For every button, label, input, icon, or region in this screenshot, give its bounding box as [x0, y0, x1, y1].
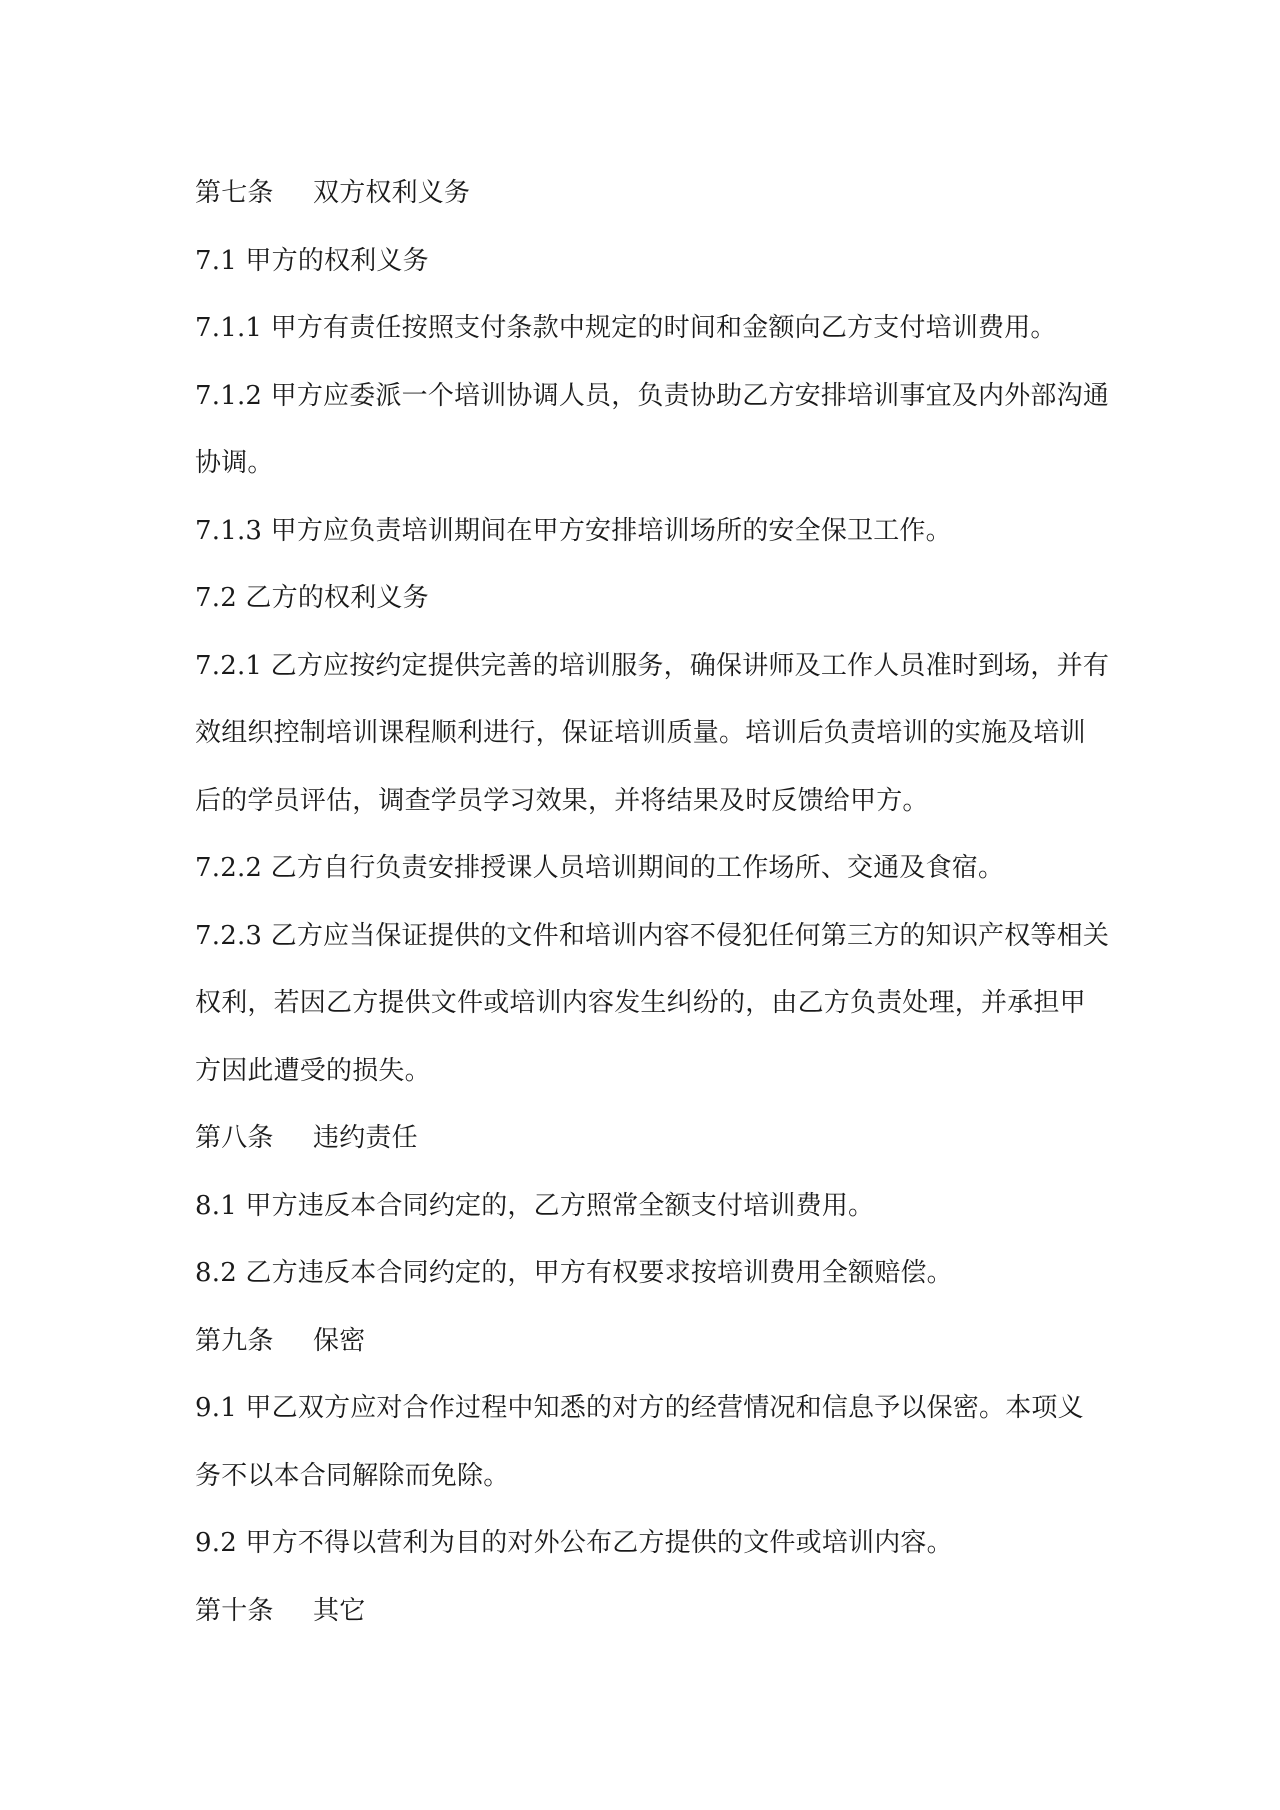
clause-7-2-2: 7.2.2 乙方自行负责安排授课人员培训期间的工作场所、交通及食宿。 — [195, 853, 1005, 883]
article-8-heading — [195, 1105, 1095, 1173]
clause-7-2-3 — [195, 903, 1110, 1106]
article-number: 第八条 — [195, 1123, 274, 1153]
paragraph-line: 协调。 — [195, 448, 274, 478]
clause-7-1-3: 7.1.3 甲方应负责培训期间在甲方安排培训场所的安全保卫工作。 — [195, 515, 952, 546]
article-title: 保密 — [313, 1325, 366, 1356]
article-title: 其它 — [313, 1595, 366, 1626]
clause-7-1-1: 7.1.1 甲方有责任按照支付条款中规定的时间和金额向乙方支付培训费用。 — [195, 313, 1057, 343]
paragraph-line: 7.1.2 甲方应委派一个培训协调人员，负责协助乙方安排培训事宜及内外部沟通 — [195, 380, 1110, 411]
paragraph-line: 9.1 甲乙双方应对合作过程中知悉的对方的经营情况和信息予以保密。本项义 — [195, 1393, 1084, 1423]
article-number: 第九条 — [195, 1325, 274, 1356]
article-number: 第七条 — [195, 178, 274, 208]
paragraph-line: 7.2.1 乙方应按约定提供完善的培训服务，确保讲师及工作人员准时到场，并有 — [195, 650, 1110, 681]
paragraph-line: 务不以本合同解除而免除。 — [195, 1460, 510, 1491]
clause-9-1 — [195, 1375, 1095, 1510]
clause-8-1: 8.1 甲方违反本合同约定的，乙方照常全额支付培训费用。 — [195, 1190, 875, 1221]
clause-8-2: 8.2 乙方违反本合同约定的，甲方有权要求按培训费用全额赔偿。 — [195, 1258, 953, 1288]
paragraph-line: 方因此遭受的损失。 — [195, 1055, 431, 1086]
paragraph-line: 权利，若因乙方提供文件或培训内容发生纠纷的，由乙方负责处理，并承担甲 — [195, 988, 1086, 1018]
article-number: 第十条 — [195, 1595, 274, 1626]
paragraph-line: 后的学员评估，调查学员学习效果，并将结果及时反馈给甲方。 — [195, 785, 929, 816]
document-body — [195, 160, 1110, 1645]
article-title: 违约责任 — [313, 1123, 418, 1153]
paragraph-line: 7.2.3 乙方应当保证提供的文件和培训内容不侵犯任何第三方的知识产权等相关 — [195, 920, 1110, 951]
article-10-heading — [195, 1578, 1095, 1646]
paragraph-line: 效组织控制培训课程顺利进行，保证培训质量。培训后负责培训的实施及培训 — [195, 718, 1086, 748]
clause-7-2-1 — [195, 633, 1110, 836]
section-7-2-heading: 7.2 乙方的权利义务 — [195, 583, 429, 613]
article-7-heading — [195, 160, 1095, 228]
section-7-1-heading: 7.1 甲方的权利义务 — [195, 245, 429, 276]
article-title: 双方权利义务 — [313, 178, 471, 208]
clause-9-2: 9.2 甲方不得以营利为目的对外公布乙方提供的文件或培训内容。 — [195, 1528, 953, 1558]
article-9-heading — [195, 1308, 1095, 1376]
clause-7-1-2 — [195, 363, 1110, 498]
